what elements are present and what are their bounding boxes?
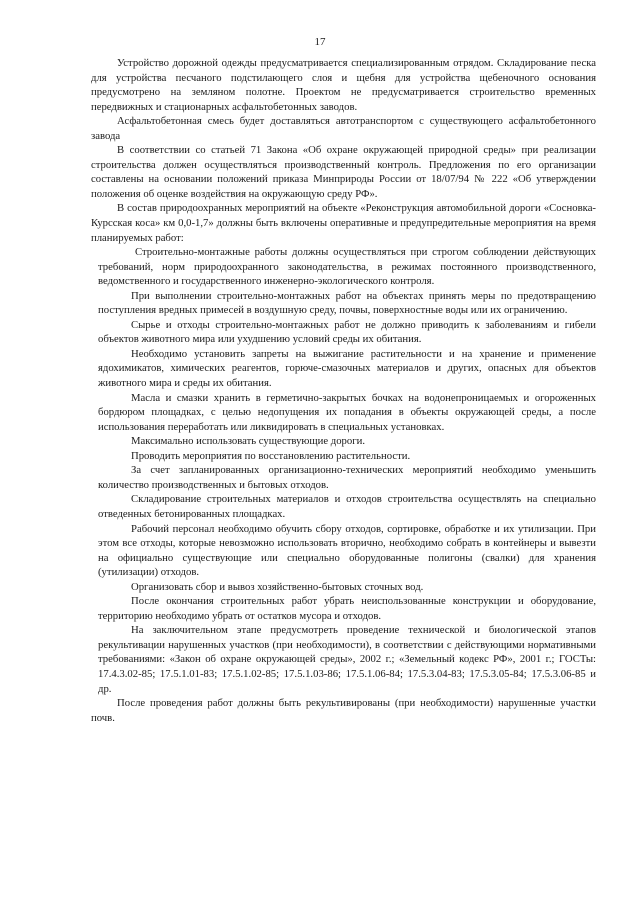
measure-item: За счет запланированных организационно-технических мероприятий необходимо уменьшить количество производственных и бытовых отходов. — [98, 464, 596, 491]
measure-item: Строительно-монтажные работы должны осуществляться при строгом соблюдении действующих требований, норм природоохранного законодательства, в режимах постоянного производственного, ведомственного и государственного инженерно-экологического контроля. — [98, 246, 596, 288]
paragraph-road-surface: Устройство дорожной одежды предусматривается специализированным отрядом. Складирование песка для устройства песчаного подстилающего слоя и щебня для устройства щебеночного основания предусмотрено на земляном полотне. Проектом не предусматривается строительство временных передвижных и стационарных асфальтобетонных заводов. — [91, 57, 596, 113]
measure-item: При выполнении строительно-монтажных работ на объектах принять меры по предотвращению поступления вредных примесей в воздушную среду, почвы, поверхностные воды или их ограничению. — [98, 289, 596, 317]
paragraph-closing: После проведения работ должны быть рекультивированы (при необходимости) нарушенные участки почв. — [91, 697, 596, 724]
paragraph-production-control: В соответствии со статьей 71 Закона «Об охране окружающей природной среды» при реализации строительства должен осуществляться производственный контроль. Предложения по его организации составлены на основании положений приказа Минприроды России от 18/07/94 № 222 «Об утверждении положения об оценке воздействия на окружающую среду РФ». — [91, 144, 596, 200]
measure-item: После окончания строительных работ убрать неиспользованные конструкции и оборудование, территорию необходимо убрать от остатков мусора и отходов. — [98, 595, 596, 622]
measure-item: Масла и смазки хранить в герметично-закрытых бочках на водонепроницаемых и огороженных бордюром площадках, с целью недопущения их попадания в объекты окружающей среды, а после использования переработать или ликвидировать в специальных установках. — [98, 391, 596, 433]
measure-item: Сырье и отходы строительно-монтажных работ не должно приводить к заболеваниям и гибели объектов животного мира или ухудшению условий среды их обитания. — [98, 318, 596, 346]
measure-item: Организовать сбор и вывоз хозяйственно-бытовых сточных вод. — [131, 580, 424, 593]
paragraph-measures-intro: В состав природоохранных мероприятий на объекте «Реконструкция автомобильной дороги «Сосновка-Курсская коса» км 0,0-1,7» должны быть включены оперативные и предупредительные мероприятия на время планируемых работ: — [91, 202, 596, 244]
measure-item: Проводить мероприятия по восстановлению растительности. — [131, 449, 411, 462]
measure-item: На заключительном этапе предусмотреть проведение технической и биологической этапов рекультивации нарушенных участков (при необходимости), в соответствии с действующими нормативными требованиями: «Закон об охране окружающей среды», 2002 г.; «Земельный кодекс РФ», 2001 г.; ГОСТы: 17.4.3.02-85; 17.5.1.01-83; 17.5.1.02-85; 17.5.1.03-86; 17.5.1.06-84; 17.5.3.04-83; 17.5.3.05-84; 17.5.3.06-85 и др. — [98, 624, 596, 695]
measure-item: Максимально использовать существующие дороги. — [131, 435, 366, 448]
document-body — [91, 56, 596, 725]
measure-item: Складирование строительных материалов и отходов строительства осуществлять на специально отведенных бетонированных площадках. — [98, 493, 596, 520]
measure-item: Необходимо установить запреты на выжигание растительности и на хранение и применение ядохимикатов, химических реагентов, горюче-смазочных материалов и других, опасных для объектов животного мира и среды их обитания. — [98, 347, 596, 390]
page-number: 17 — [314, 36, 326, 48]
paragraph-asphalt-delivery: Асфальтобетонная смесь будет доставляться автотранспортом с существующего асфальтобетонного завода — [91, 115, 596, 142]
measure-item: Рабочий персонал необходимо обучить сбору отходов, сортировке, обработке и их утилизации. При этом все отходы, которые невозможно использовать вторично, необходимо собрать в контейнеры и вывезти на официально существующие или специально оборудованные полигоны (свалки) для хранения (утилизации) отходов. — [98, 522, 596, 579]
